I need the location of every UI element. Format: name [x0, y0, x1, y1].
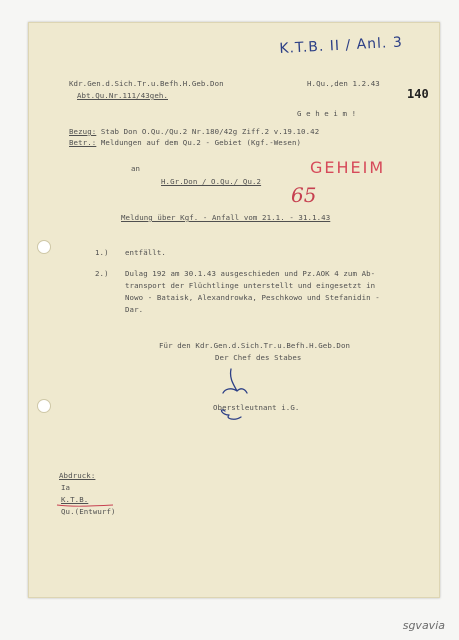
item-2-number: 2.) — [95, 269, 109, 278]
closing-line-1: Für den Kdr.Gen.d.Sich.Tr.u.Befh.H.Geb.Don — [159, 341, 351, 350]
punch-hole-bottom — [37, 399, 51, 413]
place-date: H.Qu.,den 1.2.43 — [307, 79, 380, 88]
signature-rank: Oberstleutnant i.G. — [213, 403, 300, 412]
item-2-line-1: Dulag 192 am 30.1.43 ausgeschieden und Pz.AOK 4 zum Ab- — [125, 269, 376, 278]
item-2-line-3: Nowo - Bataisk, Alexandrowka, Peschkowo und Stefanidin - — [125, 293, 380, 302]
bezug-label: Bezug: — [69, 127, 97, 136]
recipient-line: H.Gr.Don / O.Qu./ Qu.2 — [161, 177, 262, 186]
abdruck-item-ktb: K.T.B. — [61, 495, 89, 504]
bezug-text: Stab Don O.Qu./Qu.2 Nr.180/42g Ziff.2 v.19.10.42 — [100, 127, 320, 136]
abdruck-item-ia: Ia — [61, 483, 71, 492]
classification-note: G e h e i m ! — [297, 109, 357, 118]
an-label: an — [131, 164, 141, 173]
closing-line-2: Der Chef des Stabes — [215, 353, 302, 362]
sender-line-1: Kdr.Gen.d.Sich.Tr.u.Befh.H.Geb.Don — [69, 79, 224, 88]
item-2-line-2: transport der Flüchtlinge unterstellt und eingesetzt in — [125, 281, 376, 290]
handwritten-signature — [201, 363, 261, 423]
report-title: Meldung über Kgf. - Anfall vom 21.1. - 31.1.43 — [121, 213, 331, 222]
abdruck-label: Abdruck: — [59, 471, 96, 480]
red-handwritten-number: 65 — [291, 183, 317, 207]
betr-text: Meldungen auf dem Qu.2 - Gebiet (Kgf.-Wesen) — [100, 138, 302, 147]
bezug-row — [69, 127, 319, 136]
watermark-brand: sgvavia — [402, 619, 445, 632]
geheim-stamp: GEHEIM — [310, 158, 386, 177]
page-number: 140 — [407, 87, 429, 101]
punch-hole-top — [37, 240, 51, 254]
item-1-text: entfällt. — [125, 248, 166, 257]
item-1-number: 1.) — [95, 248, 109, 257]
abdruck-item-qu: Qu.(Entwurf) — [61, 507, 116, 516]
item-2-line-4: Dar. — [125, 305, 144, 314]
handwritten-ktb-note: K.T.B. II / Anl. 3 — [279, 34, 404, 57]
document-page — [28, 22, 440, 598]
betr-row — [69, 138, 301, 147]
betr-label: Betr.: — [69, 138, 97, 147]
red-pencil-underline — [53, 495, 133, 519]
signature-mark — [201, 363, 261, 423]
sender-line-2: Abt.Qu.Nr.111/43geh. — [77, 91, 168, 100]
